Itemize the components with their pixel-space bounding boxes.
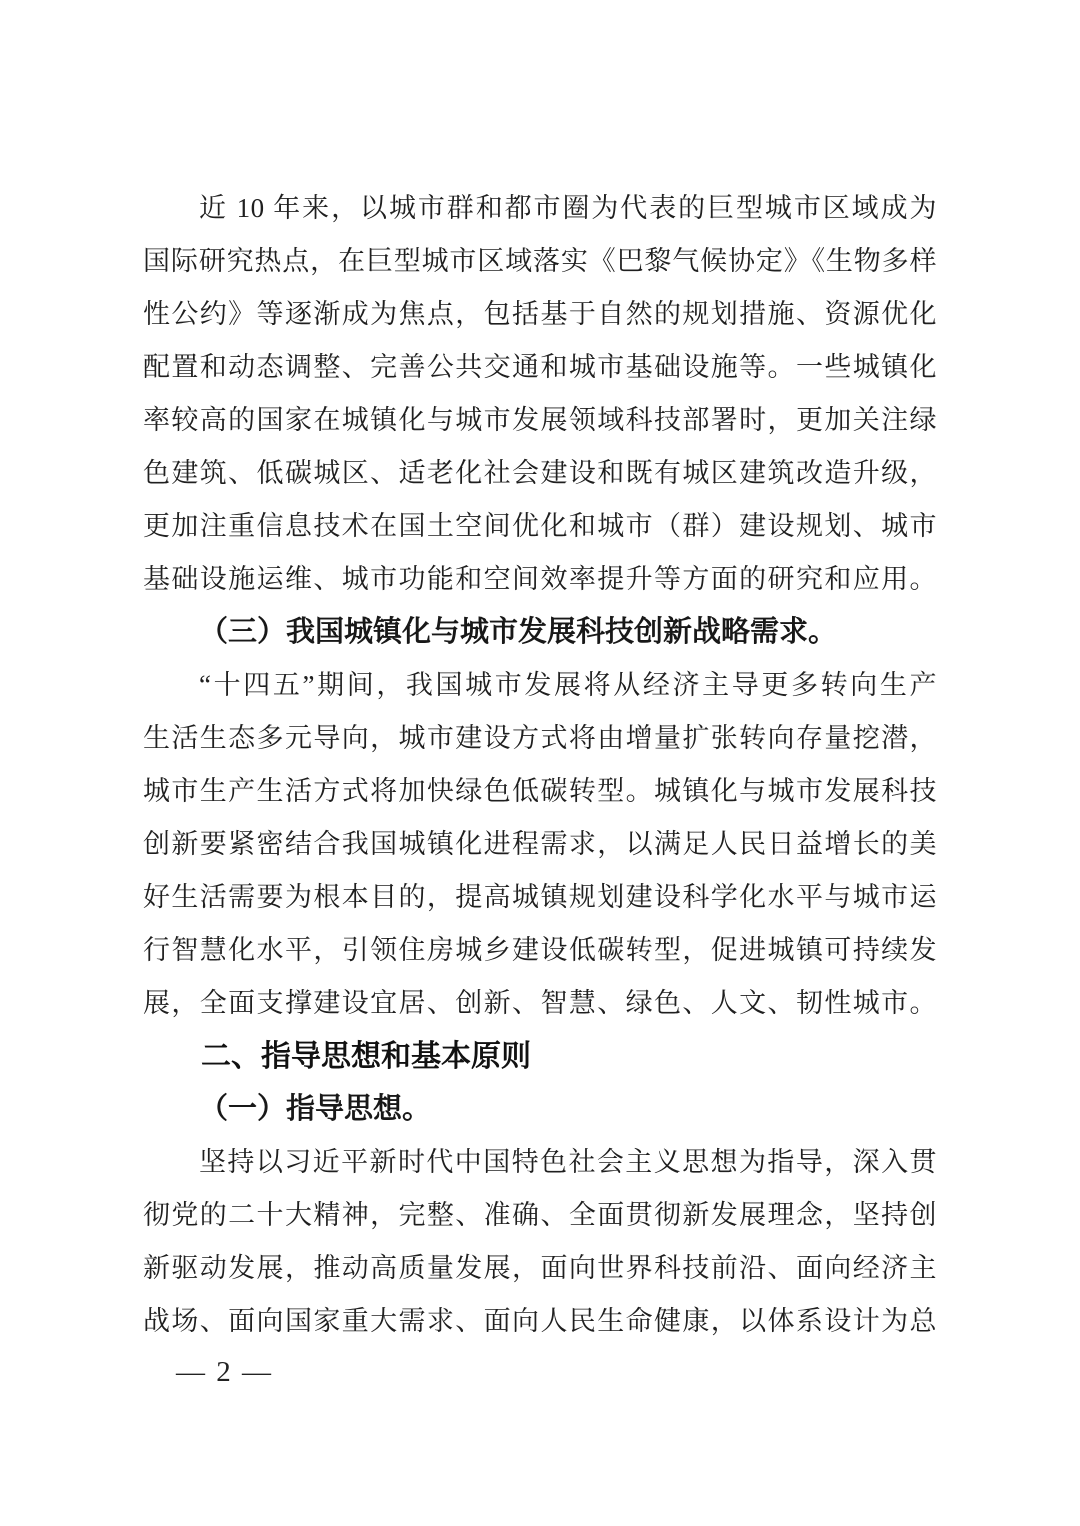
text-line: 近 10 年来，以城市群和都市圈为代表的巨型城市区域成为	[199, 193, 937, 223]
text-line: 基础设施运维、城市功能和空间效率提升等方面的研究和应用。	[143, 564, 937, 594]
text-line: “十四五”期间，我国城市发展将从经济主导更多转向生产	[199, 670, 937, 700]
document-content	[143, 182, 937, 1348]
text-line: 创新要紧密结合我国城镇化进程需求，以满足人民日益增长的美	[143, 829, 937, 859]
text-line: 性公约》等逐渐成为焦点，包括基于自然的规划措施、资源优化	[143, 299, 937, 329]
text-line: 展，全面支撑建设宜居、创新、智慧、绿色、人文、韧性城市。	[143, 988, 937, 1018]
text-line: 配置和动态调整、完善公共交通和城市基础设施等。一些城镇化	[143, 352, 937, 382]
text-line: 坚持以习近平新时代中国特色社会主义思想为指导，深入贯	[199, 1147, 937, 1177]
chapter-heading: 二、指导思想和基本原则	[201, 1040, 531, 1073]
body-paragraph	[143, 1136, 937, 1348]
body-paragraph	[143, 659, 937, 1030]
text-line: 更加注重信息技术在国土空间优化和城市（群）建设规划、城市	[143, 511, 937, 541]
text-line: 色建筑、低碳城区、适老化社会建设和既有城区建筑改造升级，	[143, 458, 937, 488]
text-line: 率较高的国家在城镇化与城市发展领域科技部署时，更加关注绿	[143, 405, 937, 435]
body-paragraph	[143, 182, 937, 606]
text-line: 生活生态多元导向，城市建设方式将由增量扩张转向存量挖潜，	[143, 723, 937, 753]
text-line: 好生活需要为根本目的，提高城镇规划建设科学化水平与城市运	[143, 882, 937, 912]
section-heading: （三）我国城镇化与城市发展科技创新战略需求。	[199, 616, 838, 648]
page-number: — 2 —	[176, 1356, 273, 1388]
text-line: 行智慧化水平，引领住房城乡建设低碳转型，促进城镇可持续发	[143, 935, 937, 965]
text-line: 国际研究热点，在巨型城市区域落实《巴黎气候协定》《生物多样	[143, 246, 937, 276]
text-line: 城市生产生活方式将加快绿色低碳转型。城镇化与城市发展科技	[143, 776, 937, 806]
section-heading: （一）指导思想。	[199, 1093, 432, 1125]
text-line: 战场、面向国家重大需求、面向人民生命健康，以体系设计为总	[143, 1306, 937, 1336]
text-line: 新驱动发展，推动高质量发展，面向世界科技前沿、面向经济主	[143, 1253, 937, 1283]
text-line: 彻党的二十大精神，完整、准确、全面贯彻新发展理念，坚持创	[143, 1200, 937, 1230]
